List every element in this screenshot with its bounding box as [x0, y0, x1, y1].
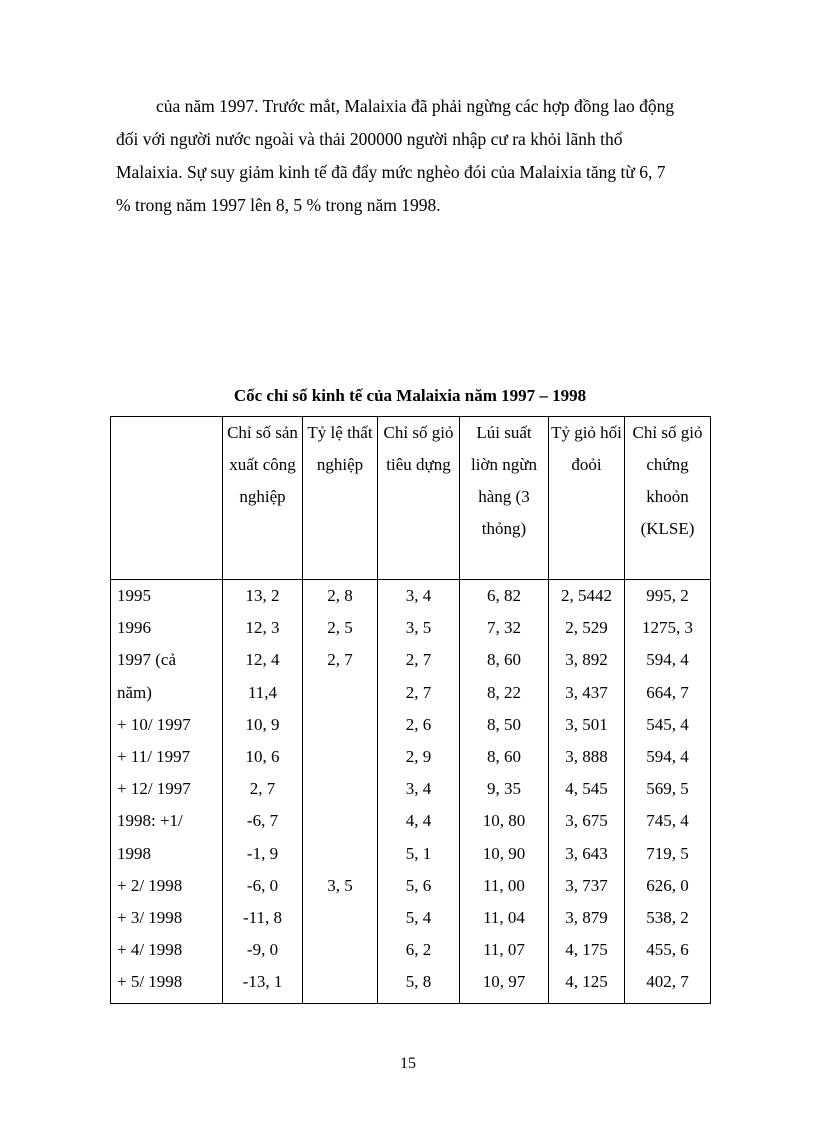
table-cell: -1, 9: [223, 838, 303, 870]
table-cell: 8, 50: [460, 709, 549, 741]
table-cell: 3, 879: [549, 902, 625, 934]
table-row: [111, 709, 711, 741]
economic-indicators-table: [110, 416, 711, 1004]
table-cell: 2, 7: [378, 677, 460, 709]
paragraph-line: Malaixia. Sự suy giảm kinh tế đã đẩy mức nghèo đói của Malaixia tăng từ 6, 7: [116, 162, 666, 182]
table-cell: 3, 4: [378, 580, 460, 613]
paragraph-line: [116, 90, 739, 123]
table-cell: 3, 501: [549, 709, 625, 741]
table-row: [111, 741, 711, 773]
table-cell: 5, 6: [378, 870, 460, 902]
table-cell: [303, 773, 378, 805]
table-row: [111, 902, 711, 934]
header-cell-stock-index: Chỉ số giỏ chứng khoỏn (KLSE): [625, 417, 711, 580]
table-cell: 12, 3: [223, 612, 303, 644]
header-cell-interbank-rate: Lúi suất liờn ngừn hàng (3 thỏng): [460, 417, 549, 580]
row-label-cell: năm): [111, 677, 223, 709]
table-cell: 626, 0: [625, 870, 711, 902]
table-row: [111, 773, 711, 805]
table-row: [111, 805, 711, 837]
table-cell: 2, 8: [303, 580, 378, 613]
table-cell: 8, 60: [460, 644, 549, 676]
table-cell: 3, 643: [549, 838, 625, 870]
table-cell: [303, 709, 378, 741]
table-cell: 3, 437: [549, 677, 625, 709]
table-row: [111, 934, 711, 966]
table-cell: -9, 0: [223, 934, 303, 966]
table-cell: 10, 97: [460, 966, 549, 1003]
table-cell: 545, 4: [625, 709, 711, 741]
table-cell: 3, 888: [549, 741, 625, 773]
table-cell: 664, 7: [625, 677, 711, 709]
table-header-row: [111, 417, 711, 580]
table-cell: 10, 90: [460, 838, 549, 870]
table-cell: 4, 125: [549, 966, 625, 1003]
table-row: [111, 677, 711, 709]
table-cell: 995, 2: [625, 580, 711, 613]
row-label-cell: + 11/ 1997: [111, 741, 223, 773]
table-cell: 8, 60: [460, 741, 549, 773]
paragraph-line-text: của năm 1997. Trước mắt, Malaixia đã phải ngừng các hợp đồng lao động: [156, 96, 675, 116]
header-cell-unemployment: Tỷ lệ thất nghiệp: [303, 417, 378, 580]
table-cell: 3, 892: [549, 644, 625, 676]
table-cell: 7, 32: [460, 612, 549, 644]
table-cell: 745, 4: [625, 805, 711, 837]
row-label-cell: + 4/ 1998: [111, 934, 223, 966]
table-cell: 2, 7: [378, 644, 460, 676]
paragraph-line: đối với người nước ngoài và thải 200000 người nhập cư ra khỏi lãnh thổ: [116, 129, 623, 149]
table-cell: 455, 6: [625, 934, 711, 966]
table-cell: 538, 2: [625, 902, 711, 934]
table-title: Cốc chỉ số kinh tế của Malaixia năm 1997 – 1998: [233, 386, 587, 405]
table-cell: 10, 6: [223, 741, 303, 773]
paragraph-line: % trong năm 1997 lên 8, 5 % trong năm 1998.: [116, 195, 441, 215]
table-cell: [303, 677, 378, 709]
table-cell: 5, 1: [378, 838, 460, 870]
page-number: 15: [400, 1055, 416, 1072]
table-cell: 4, 175: [549, 934, 625, 966]
table-cell: 3, 5: [378, 612, 460, 644]
table-cell: 1275, 3: [625, 612, 711, 644]
row-label-cell: 1997 (cả: [111, 644, 223, 676]
table-cell: 9, 35: [460, 773, 549, 805]
table-cell: 569, 5: [625, 773, 711, 805]
table-cell: 13, 2: [223, 580, 303, 613]
table-cell: 2, 7: [223, 773, 303, 805]
table-cell: [303, 966, 378, 1003]
table-cell: 2, 529: [549, 612, 625, 644]
table-cell: 6, 2: [378, 934, 460, 966]
table-cell: 594, 4: [625, 644, 711, 676]
row-label-cell: 1998: +1/: [111, 805, 223, 837]
row-label-cell: + 5/ 1998: [111, 966, 223, 1003]
row-label-cell: 1996: [111, 612, 223, 644]
table-cell: 10, 9: [223, 709, 303, 741]
table-row: [111, 644, 711, 676]
table-cell: 10, 80: [460, 805, 549, 837]
table-row: [111, 838, 711, 870]
table-cell: [303, 741, 378, 773]
table-cell: 719, 5: [625, 838, 711, 870]
row-label-cell: 1995: [111, 580, 223, 613]
table-cell: 2, 5442: [549, 580, 625, 613]
table-cell: 3, 675: [549, 805, 625, 837]
row-label-cell: + 10/ 1997: [111, 709, 223, 741]
table-cell: 2, 7: [303, 644, 378, 676]
table-cell: 2, 9: [378, 741, 460, 773]
header-cell-industrial-production: Chỉ số sản xuất công nghiệp: [223, 417, 303, 580]
table-cell: 402, 7: [625, 966, 711, 1003]
table-row: [111, 580, 711, 613]
table-cell: 11, 07: [460, 934, 549, 966]
table-cell: [303, 805, 378, 837]
table-cell: 2, 5: [303, 612, 378, 644]
table-cell: -11, 8: [223, 902, 303, 934]
table-cell: 2, 6: [378, 709, 460, 741]
table-cell: 8, 22: [460, 677, 549, 709]
table-row: [111, 612, 711, 644]
table-row: [111, 966, 711, 1003]
table-cell: 12, 4: [223, 644, 303, 676]
table-cell: 4, 545: [549, 773, 625, 805]
table-cell: 594, 4: [625, 741, 711, 773]
table-cell: 11, 04: [460, 902, 549, 934]
row-label-cell: + 3/ 1998: [111, 902, 223, 934]
row-label-cell: 1998: [111, 838, 223, 870]
header-cell-exchange-rate: Tỷ giỏ hối đoỏi: [549, 417, 625, 580]
table-cell: [303, 902, 378, 934]
table-body: [111, 580, 711, 1004]
body-paragraph: [116, 90, 739, 222]
table-cell: 3, 737: [549, 870, 625, 902]
table-cell: [303, 838, 378, 870]
row-label-cell: + 2/ 1998: [111, 870, 223, 902]
table-cell: 3, 5: [303, 870, 378, 902]
table-cell: -13, 1: [223, 966, 303, 1003]
table-cell: 5, 4: [378, 902, 460, 934]
table-cell: -6, 7: [223, 805, 303, 837]
table-cell: 3, 4: [378, 773, 460, 805]
table-cell: 11, 00: [460, 870, 549, 902]
table-cell: 5, 8: [378, 966, 460, 1003]
header-cell-consumer-price: Chỉ số giỏ tiêu dựng: [378, 417, 460, 580]
table-cell: 4, 4: [378, 805, 460, 837]
table-cell: 11,4: [223, 677, 303, 709]
table-cell: 6, 82: [460, 580, 549, 613]
table-row: [111, 870, 711, 902]
table-cell: [303, 934, 378, 966]
row-label-cell: + 12/ 1997: [111, 773, 223, 805]
header-cell-period: [111, 417, 223, 580]
table-cell: -6, 0: [223, 870, 303, 902]
